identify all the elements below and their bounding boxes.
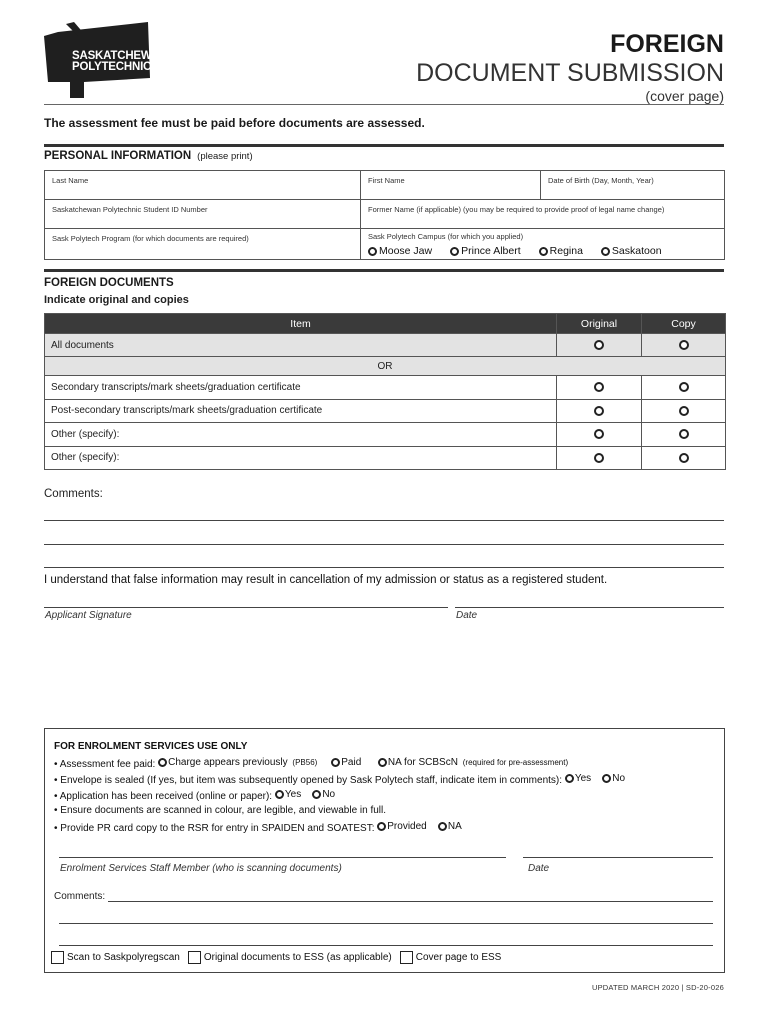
copy-cell [642,376,726,399]
former-name-label: Former Name (if applicable) (you may be required to provide proof of legal name change) [368,205,665,214]
received-no-label: No [322,789,336,800]
last-name-label: Last Name [52,176,89,185]
logo-line-1: SASKATCHEWAN [72,50,168,62]
student-id-field[interactable] [45,200,361,229]
radio-icon[interactable] [312,790,321,799]
check-cover[interactable] [400,951,502,964]
personal-heading-note: (please print) [197,151,253,162]
original-cell [557,446,642,469]
radio-icon[interactable] [378,758,387,767]
received-no[interactable] [312,789,335,800]
original-radio[interactable] [594,429,604,439]
title-block [416,30,724,105]
copy-radio[interactable] [679,429,689,439]
or-label: OR [45,357,726,376]
checkbox-icon[interactable] [400,951,413,964]
campus-option-moose-jaw[interactable] [368,245,432,257]
former-name-field[interactable] [361,200,725,229]
copy-cell [642,446,726,469]
campus-label: Sask Polytech Campus (for which you applied) [368,232,524,241]
pr-card-label: • Provide PR card copy to the RSR for entry in SPAIDEN and SOATEST: [54,823,375,834]
original-cell [557,334,642,357]
original-radio[interactable] [594,340,604,350]
or-row [45,357,726,376]
sask-polytech-logo [44,22,168,98]
comments-line-2[interactable] [44,544,724,545]
radio-icon[interactable] [565,774,574,783]
personal-divider [44,144,724,147]
charge-label: Charge appears previously [168,757,288,768]
original-radio[interactable] [594,382,604,392]
campus-label-regina: Regina [549,245,583,257]
office-comments-line-3[interactable] [59,945,713,946]
original-cell [557,376,642,399]
radio-icon[interactable] [438,822,447,831]
row-label[interactable]: Other (specify): [45,423,557,446]
row-label: Post-secondary transcripts/mark sheets/graduation certificate [45,399,557,422]
last-name-field[interactable] [45,171,361,200]
table-row [45,334,726,357]
personal-heading-text: PERSONAL INFORMATION [44,150,192,162]
radio-icon[interactable] [602,774,611,783]
radio-icon[interactable] [450,247,459,256]
check-originals[interactable] [188,951,392,964]
option-charge[interactable] [158,757,317,768]
staff-label: Enrolment Services Staff Member (who is scanning documents) [60,863,342,874]
copy-cell [642,423,726,446]
logo-line-2: POLYTECHNIC [72,61,152,73]
campus-label-prince-albert: Prince Albert [461,245,521,257]
original-radio[interactable] [594,406,604,416]
campus-option-saskatoon[interactable] [601,245,662,257]
signature-date-label: Date [456,610,478,621]
office-comments-line-2[interactable] [59,923,713,924]
pr-provided[interactable] [377,821,426,832]
received-line [54,789,335,802]
radio-icon[interactable] [377,822,386,831]
copy-radio[interactable] [679,340,689,350]
original-cell [557,423,642,446]
table-row [45,376,726,399]
na-note: (required for pre-assessment) [462,758,569,767]
documents-divider [44,269,724,272]
fee-paid-line [54,757,568,770]
copy-radio[interactable] [679,382,689,392]
table-row [45,423,726,446]
copy-radio[interactable] [679,453,689,463]
col-item-header: Item [45,314,557,334]
program-label: Sask Polytech Program (for which documents are required) [52,234,249,243]
copy-radio[interactable] [679,406,689,416]
signature-line[interactable] [44,607,448,608]
campus-option-prince-albert[interactable] [450,245,521,257]
staff-date-label: Date [528,863,550,874]
radio-icon[interactable] [331,758,340,767]
declaration-text: I understand that false information may result in cancellation of my admission or status as a registered student. [44,574,608,586]
envelope-yes[interactable] [565,773,591,784]
documents-heading: FOREIGN DOCUMENTS [44,277,174,289]
checkbox-icon[interactable] [188,951,201,964]
documents-header-row [45,314,726,334]
check-scan-label: Scan to Saskpolyregscan [67,952,180,963]
first-name-label: First Name [368,176,405,185]
documents-table [44,313,726,470]
table-row [45,446,726,469]
na-scbscn-label: NA for SCBScN [387,757,458,768]
row-label-all-documents: All documents [45,334,557,357]
paid-label: Paid [341,757,362,768]
page-subtitle: DOCUMENT SUBMISSION [416,59,724,87]
dob-label: Date of Birth (Day, Month, Year) [548,176,654,185]
personal-heading [44,150,253,162]
pb56-label: (PB56) [292,758,318,767]
envelope-line [54,773,625,786]
office-title: FOR ENROLMENT SERVICES USE ONLY [54,741,248,752]
fee-note: The assessment fee must be paid before documents are assessed. [44,116,425,130]
radio-icon[interactable] [275,790,284,799]
fee-paid-label: • Assessment fee paid: [54,759,156,770]
radio-icon[interactable] [601,247,610,256]
office-comments-line-1[interactable] [108,901,713,902]
radio-icon[interactable] [539,247,548,256]
header-divider [44,104,724,105]
checkbox-icon[interactable] [51,951,64,964]
comments-line-1[interactable] [44,520,724,521]
received-yes-label: Yes [284,789,302,800]
original-cell [557,399,642,422]
option-na-scbscn[interactable] [378,757,568,768]
radio-icon[interactable] [368,247,377,256]
envelope-no-label: No [612,773,626,784]
documents-subheading: Indicate original and copies [44,294,189,306]
pr-na[interactable] [438,821,462,832]
check-originals-label: Original documents to ESS (as applicable) [203,952,392,963]
comments-label: Comments: [44,488,103,500]
received-label: • Application has been received (online or paper): [54,791,273,802]
office-checklist [51,951,501,964]
student-id-label: Saskatchewan Polytechnic Student ID Number [52,205,208,214]
campus-label-saskatoon: Saskatoon [611,245,662,257]
page-title: FOREIGN [610,30,724,58]
radio-icon[interactable] [158,758,167,767]
col-copy-header: Copy [642,314,726,334]
logo-text [72,51,167,73]
ensure-line: • Ensure documents are scanned in colour, are legible, and viewable in full. [54,805,387,816]
col-original-header: Original [557,314,642,334]
campus-option-regina[interactable] [539,245,583,257]
row-label: Secondary transcripts/mark sheets/graduation certificate [45,376,557,399]
received-yes[interactable] [275,789,301,800]
original-radio[interactable] [594,453,604,463]
provided-label: Provided [387,821,427,832]
check-cover-label: Cover page to ESS [415,952,502,963]
comments-line-3[interactable] [44,567,724,568]
page-title-note: (cover page) [645,88,724,104]
pr-card-line [54,821,462,834]
signature-date-line[interactable] [455,607,724,608]
copy-cell [642,334,726,357]
pr-na-label: NA [447,821,462,832]
staff-date-line[interactable] [523,857,713,858]
first-name-field[interactable] [361,171,541,200]
footer-note: UPDATED MARCH 2020 | SD-20-026 [591,983,724,992]
dob-field[interactable] [541,171,725,200]
enrolment-services-box [44,728,725,973]
signature-label: Applicant Signature [45,610,132,621]
check-scan[interactable] [51,951,180,964]
row-label[interactable]: Other (specify): [45,446,557,469]
program-field[interactable] [45,229,361,260]
envelope-yes-label: Yes [574,773,592,784]
table-row [45,399,726,422]
campus-options [368,245,717,257]
envelope-label: • Envelope is sealed (If yes, but item was subsequently opened by Sask Polytech staff, indicate item in comments): [54,775,563,786]
campus-field [361,229,725,260]
copy-cell [642,399,726,422]
personal-info-table [44,170,725,260]
staff-signature-line[interactable] [59,857,506,858]
envelope-no[interactable] [602,773,625,784]
option-paid[interactable] [331,757,361,768]
campus-label-moose-jaw: Moose Jaw [379,245,433,257]
office-comments-label: Comments: [54,891,106,902]
